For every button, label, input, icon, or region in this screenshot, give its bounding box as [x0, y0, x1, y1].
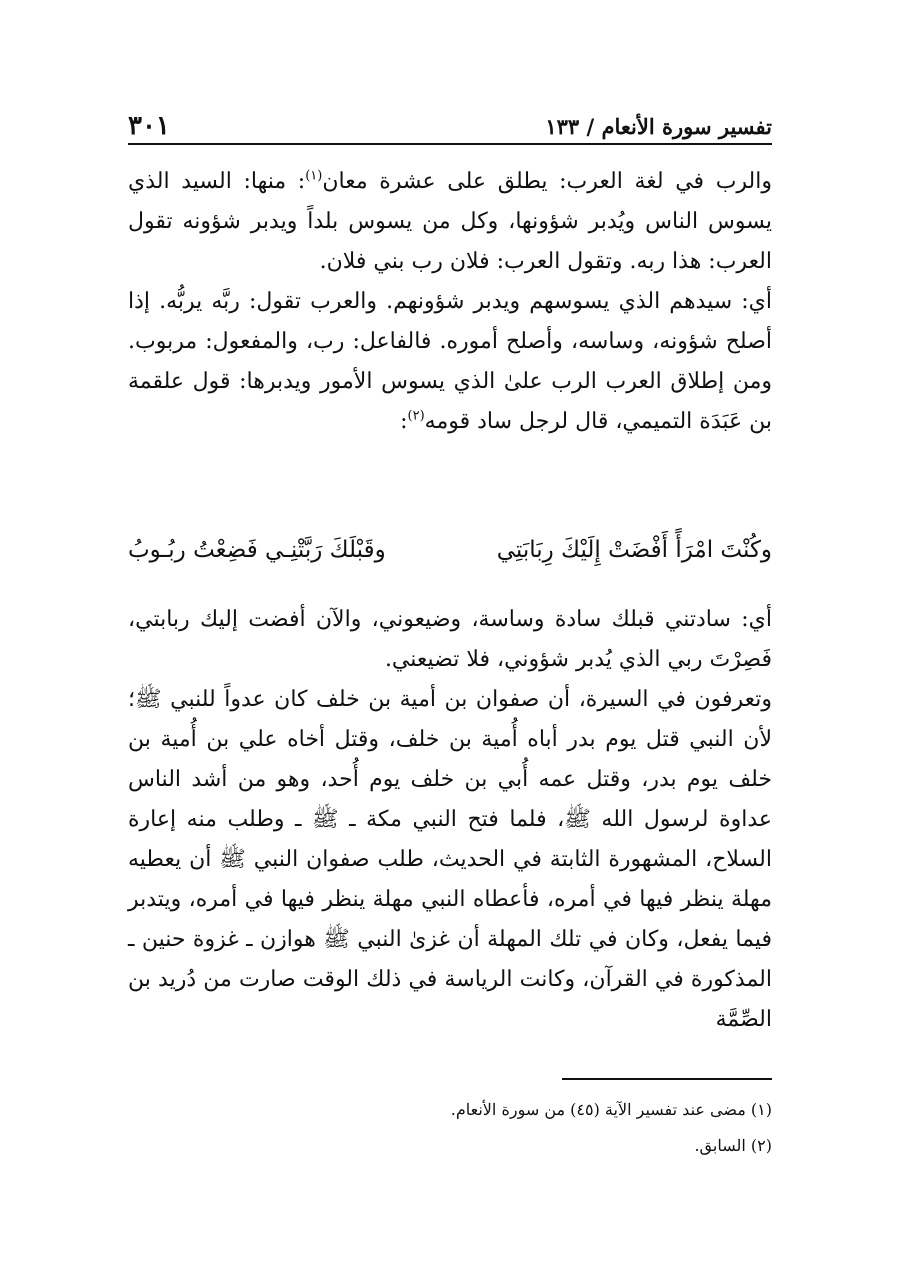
footnote-2	[128, 1128, 772, 1164]
footnote-2-marker: (٢)	[750, 1136, 772, 1155]
footnote-1-text: مضى عند تفسير الآية (٤٥) من سورة الأنعام.	[450, 1100, 746, 1119]
paragraph-1	[128, 162, 772, 282]
paragraph-1-text-a: والرب في لغة العرب: يطلق على عشرة معان	[322, 169, 772, 194]
paragraph-2-text-a: أي: سيدهم الذي يسوسهم ويدبر شؤونهم. والعرب تقول: ربَّه يربُّه. إذا أصلح شؤونه، وساسه، وأصلح أموره. فالفاعل: رب، والمفعول: مربوب. ومن إطلاق العرب الرب علىٰ الذي يسوس الأمور ويدبرها: قول علقمة بن عَبَدَة التميمي، قال لرجل ساد قومه	[128, 289, 772, 434]
footnote-1	[128, 1092, 772, 1128]
footnote-1-marker: (١)	[750, 1100, 772, 1119]
paragraph-2	[128, 282, 772, 442]
paragraph-2-text-b: :	[400, 409, 408, 434]
page-header	[128, 103, 772, 145]
footnote-separator	[562, 1078, 772, 1080]
verse-hemistich-2: وقَبْلَكَ رَبَّتْنِـي فَضِعْتُ ربُـوبُ	[128, 537, 386, 563]
paragraph-3: أي: سادتني قبلك سادة وساسة، وضيعوني، والآن أفضت إليك ربابتي، فَصِرْتَ ربي الذي يُدبر شؤوني، فلا تضيعني.	[128, 607, 772, 672]
main-text-bottom	[128, 600, 772, 1040]
paragraph-4: وتعرفون في السيرة، أن صفوان بن أمية بن خلف كان عدواً للنبي ﷺ؛ لأن النبي قتل يوم بدر أباه أُمية بن خلف، وقتل أخاه علي بن أُمية بن خلف يوم بدر، وقتل عمه أُبي بن خلف يوم أُحد، وهو من أشد الناس عداوة لرسول الله ﷺ، فلما فتح النبي مكة ـ ﷺ ـ وطلب منه إعارة السلاح، المشهورة الثابتة في الحديث، طلب صفوان النبي ﷺ أن يعطيه مهلة ينظر فيها في أمره، فأعطاه النبي مهلة ينظر فيها في أمره، ويتدبر فيما يفعل، وكان في تلك المهلة أن غزىٰ النبي ﷺ هوازن ـ غزوة حنين ـ المذكورة في القرآن، وكانت الرياسة في ذلك الوقت صارت من دُريد بن الصِّمَّة	[128, 687, 772, 1032]
main-text-top	[128, 162, 772, 442]
paragraph-1-text-b: : منها: السيد الذي يسوس الناس ويُدبر شؤونها، وكل من يسوس بلداً ويدبر شؤونه تقول العرب: هذا ربه. وتقول العرب: فلان رب بني فلان.	[128, 169, 772, 274]
footnote-ref-2: (٢)	[407, 408, 425, 424]
poetry-verse	[128, 528, 772, 572]
page-number: ٣٠١	[128, 111, 170, 141]
running-title: تفسير سورة الأنعام / ١٣٣	[545, 114, 772, 139]
footnote-2-text: السابق.	[694, 1136, 746, 1155]
footnote-ref-1: (١)	[305, 168, 323, 184]
verse-hemistich-1: وكُنْتَ امْرَأً أَفْضَتْ إِلَيْكَ رِبَابَتِي	[496, 537, 772, 563]
footnotes	[128, 1092, 772, 1164]
